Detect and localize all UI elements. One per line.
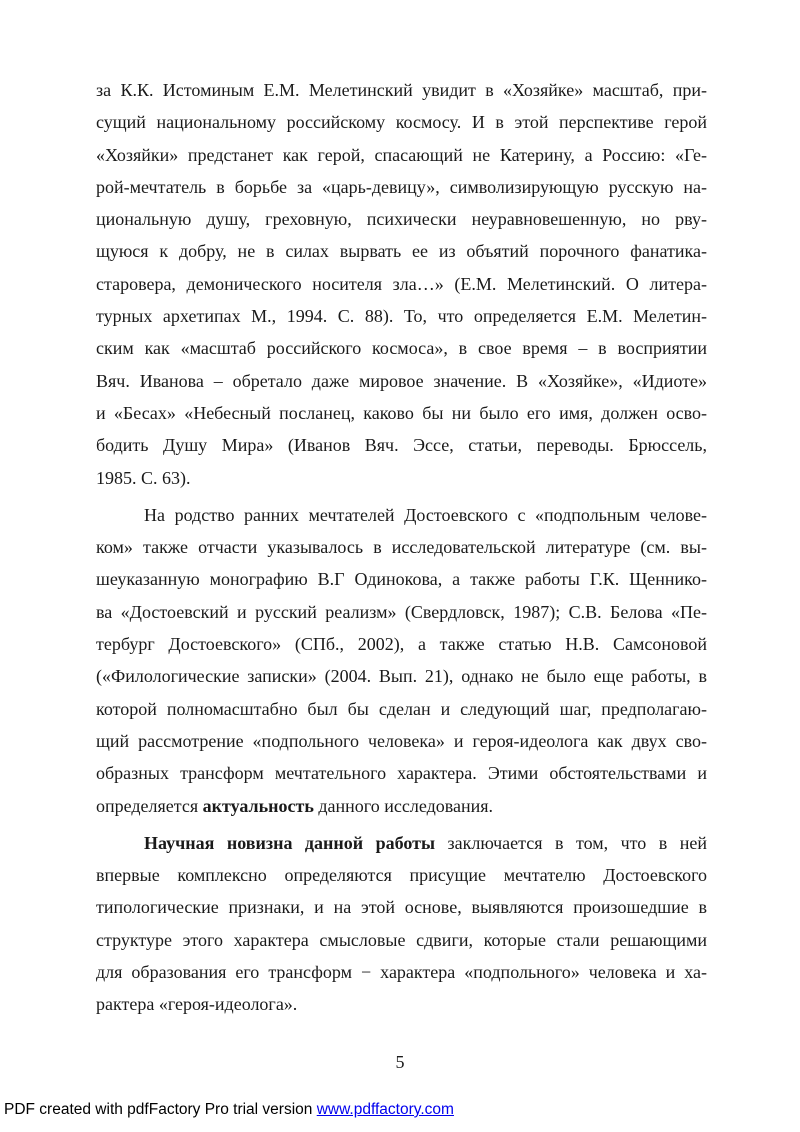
page-number: 5 [395, 1052, 405, 1072]
text-run: заключается в том, что в ней [435, 832, 707, 853]
text-line [96, 790, 707, 822]
text-line: «Хозяйки» предстанет как герой, спасающий не Катерину, а Россию: «Ге- [96, 144, 707, 165]
paragraph-1 [96, 74, 707, 494]
text-line: сущий национальному российскому космосу. И в этой перспективе герой [96, 112, 707, 133]
text-line: за К.К. Истоминым Е.М. Мелетинский увидит в «Хозяйке» масштаб, при- [96, 80, 707, 100]
text-line: На родство ранних мечтателей Достоевского с «подпольным челове- [144, 504, 707, 525]
text-line: ком» также отчасти указывалось в исследовательской литературе (см. вы- [96, 537, 707, 558]
text-line: бодить Душу Мира» (Иванов Вяч. Эссе, статьи, переводы. Брюссель, [96, 435, 707, 456]
text-line: ским как «масштаб российского космоса», в свое время – в восприятии [96, 338, 707, 359]
text-line: турных архетипах М., 1994. С. 88). То, что определяется Е.М. Мелетин- [96, 306, 707, 327]
text-line: щуюся к добру, не в силах вырвать ее из объятий порочного фанатика- [96, 241, 707, 262]
text-line: рактера «героя-идеолога». [96, 994, 298, 1015]
text-line: для образования его трансформ − характера «подпольного» человека и ха- [96, 962, 707, 983]
text-run: определяется [96, 795, 203, 816]
text-line: структуре этого характера смысловые сдвиги, которые стали решающими [96, 929, 707, 950]
text-line: старовера, демонического носителя зла…» (Е.М. Мелетинский. О литера- [96, 273, 707, 294]
text-line: образных трансформ мечтательного характера. Этими обстоятельствами и [96, 763, 707, 784]
text-line: щий рассмотрение «подпольного человека» и героя-идеолога как двух сво- [96, 730, 707, 751]
bold-term-novelty: Научная новизна данной работы [144, 832, 436, 853]
text-line: рой-мечтатель в борьбе за «царь-девицу», символизирующую русскую на- [96, 176, 707, 197]
text-line [96, 827, 707, 859]
text-run: данного исследования. [313, 795, 494, 816]
text-line: и «Бесах» «Небесный посланец, каково бы ни было его имя, должен осво- [96, 402, 707, 423]
footer-text: PDF created with pdfFactory Pro trial version [4, 1101, 317, 1118]
text-line: тербург Достоевского» (СПб., 2002), а также статью Н.В. Самсоновой [96, 634, 707, 655]
text-line: («Филологические записки» (2004. Вып. 21), однако не было еще работы, в [96, 666, 707, 687]
pdf-footer [4, 1101, 454, 1119]
paragraph-3 [96, 827, 707, 1021]
text-line: типологические признаки, и на этой основе, выявляются произошедшие в [96, 897, 707, 918]
pdffactory-link[interactable]: www.pdffactory.com [316, 1101, 454, 1118]
bold-term-relevance: актуальность [202, 795, 314, 816]
text-line: впервые комплексно определяются присущие мечтателю Достоевского [96, 865, 707, 886]
text-line: циональную душу, греховную, психически неуравновешенную, но рву- [96, 209, 707, 230]
text-line: 1985. С. 63). [96, 467, 191, 488]
text-line: которой полномасштабно был бы сделан и следующий шаг, предполагаю- [96, 698, 707, 719]
text-line: Вяч. Иванова – обретало даже мировое значение. В «Хозяйке», «Идиоте» [96, 370, 707, 391]
text-line: шеуказанную монографию В.Г Одинокова, а также работы Г.К. Щеннико- [96, 569, 707, 590]
paragraph-2 [96, 499, 707, 822]
text-line: ва «Достоевский и русский реализм» (Свердловск, 1987); С.В. Белова «Пе- [96, 601, 707, 622]
document-body [96, 74, 707, 1021]
